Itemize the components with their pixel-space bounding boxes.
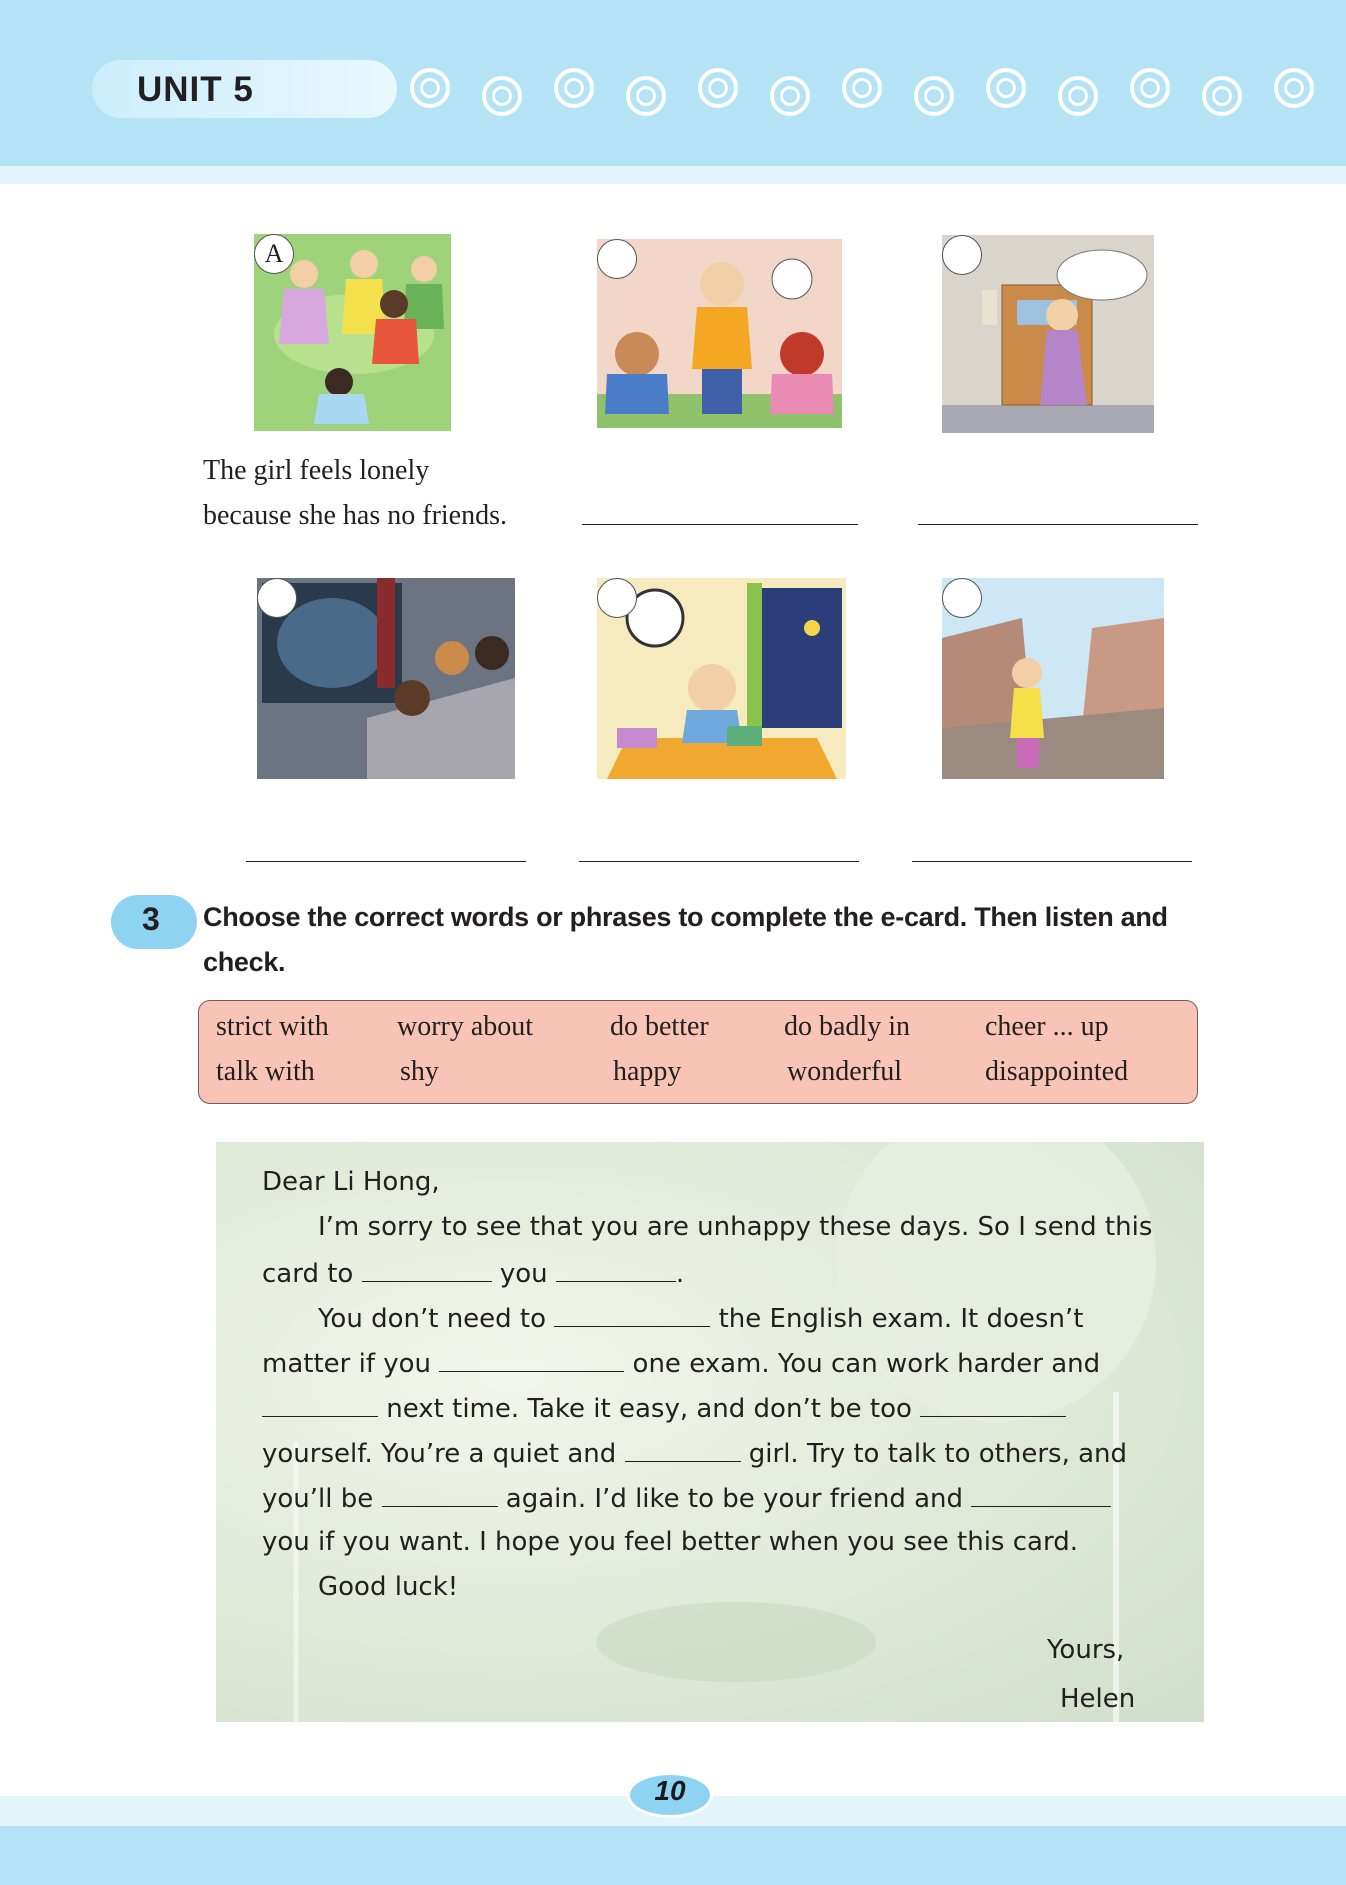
answer-line[interactable] — [912, 861, 1192, 862]
ring-icon — [698, 68, 738, 108]
card-text: the English exam. It doesn’t — [718, 1304, 1084, 1334]
ring-icon — [986, 68, 1026, 108]
card-text: you — [499, 1259, 548, 1289]
word-option[interactable]: strict with — [216, 1011, 329, 1042]
card-text: card to — [262, 1259, 354, 1289]
label-badge — [257, 578, 297, 618]
blank-8[interactable] — [382, 1482, 498, 1507]
card-signature: Helen — [1060, 1684, 1136, 1714]
ring-icon — [410, 68, 450, 108]
word-bank — [198, 1000, 1198, 1104]
word-option[interactable]: do better — [610, 1011, 709, 1042]
ring-icon — [482, 76, 522, 116]
ring-icon — [1274, 68, 1314, 108]
blank-1[interactable] — [362, 1257, 492, 1282]
picture-angry-boy — [597, 239, 842, 428]
answer-line[interactable] — [246, 861, 526, 862]
card-line-5 — [262, 1392, 1066, 1424]
card-text: matter if you — [262, 1349, 432, 1379]
footer-band — [0, 1826, 1346, 1885]
section-number: 3 — [142, 901, 160, 937]
example-caption — [203, 448, 507, 538]
card-text: next time. Take it easy, and don’t be too — [386, 1394, 912, 1424]
card-text: yourself. You’re a quiet and — [262, 1439, 617, 1469]
blank-3[interactable] — [554, 1302, 710, 1327]
card-text: You don’t need to — [318, 1304, 547, 1334]
word-option[interactable]: shy — [400, 1056, 439, 1087]
label-badge — [597, 239, 637, 279]
picture-tired-boy — [597, 578, 846, 779]
label-badge — [597, 578, 637, 618]
ring-icon — [1058, 76, 1098, 116]
word-option[interactable]: happy — [613, 1056, 682, 1087]
word-option[interactable]: cheer ... up — [985, 1011, 1109, 1042]
card-signoff: Yours, — [1047, 1635, 1125, 1665]
card-text: . — [675, 1259, 685, 1289]
blank-4[interactable] — [439, 1347, 624, 1372]
header-strip — [0, 166, 1346, 184]
ring-icon — [1202, 76, 1242, 116]
blank-2[interactable] — [556, 1257, 676, 1282]
card-line-3 — [318, 1302, 1083, 1334]
card-line-4 — [262, 1347, 1100, 1379]
picture-sick-girl — [942, 235, 1154, 433]
card-text: you’ll be — [262, 1484, 374, 1514]
picture-scary-movie — [257, 578, 515, 779]
card-text: again. I’d like to be your friend and — [505, 1484, 964, 1514]
picture-earthquake-girl — [942, 578, 1164, 779]
ring-icon — [842, 68, 882, 108]
page-number: 10 — [654, 1775, 686, 1806]
picture-lonely-girl — [254, 234, 451, 431]
card-greeting: Dear Li Hong, — [262, 1167, 440, 1197]
word-option[interactable]: worry about — [397, 1011, 534, 1042]
card-line-1: I’m sorry to see that you are unhappy these days. So I send this — [318, 1212, 1153, 1242]
answer-line[interactable] — [918, 524, 1198, 525]
card-text: girl. Try to talk to others, and — [748, 1439, 1128, 1469]
caption-line: The girl feels lonely — [203, 455, 430, 486]
blank-6[interactable] — [920, 1392, 1066, 1417]
card-text: one exam. You can work harder and — [632, 1349, 1101, 1379]
card-line-2 — [262, 1257, 684, 1289]
card-line-6 — [262, 1437, 1127, 1469]
blank-9[interactable] — [971, 1482, 1111, 1507]
section-instruction: Choose the correct words or phrases to complete the e-card. Then listen and check. — [203, 902, 1168, 977]
card-closing: Good luck! — [318, 1572, 459, 1602]
ring-icon — [914, 76, 954, 116]
answer-line[interactable] — [582, 524, 858, 525]
word-option[interactable]: wonderful — [787, 1056, 903, 1087]
ring-icon — [1130, 68, 1170, 108]
label-badge — [942, 578, 982, 618]
blank-5[interactable] — [262, 1392, 378, 1417]
label-badge — [942, 235, 982, 275]
ring-icon — [626, 76, 666, 116]
word-option[interactable]: talk with — [216, 1056, 315, 1087]
blank-7[interactable] — [625, 1437, 741, 1462]
card-line-8: you if you want. I hope you feel better when you see this card. — [262, 1527, 1078, 1557]
ring-icon — [770, 76, 810, 116]
word-option[interactable]: do badly in — [784, 1011, 910, 1042]
decorative-rings — [400, 62, 1346, 122]
unit-title: UNIT 5 — [137, 70, 254, 109]
ring-icon — [554, 68, 594, 108]
card-line-7 — [262, 1482, 1111, 1514]
caption-line: because she has no friends. — [203, 500, 508, 531]
label-badge: A — [254, 234, 294, 274]
answer-line[interactable] — [579, 861, 859, 862]
word-option[interactable]: disappointed — [985, 1056, 1129, 1087]
